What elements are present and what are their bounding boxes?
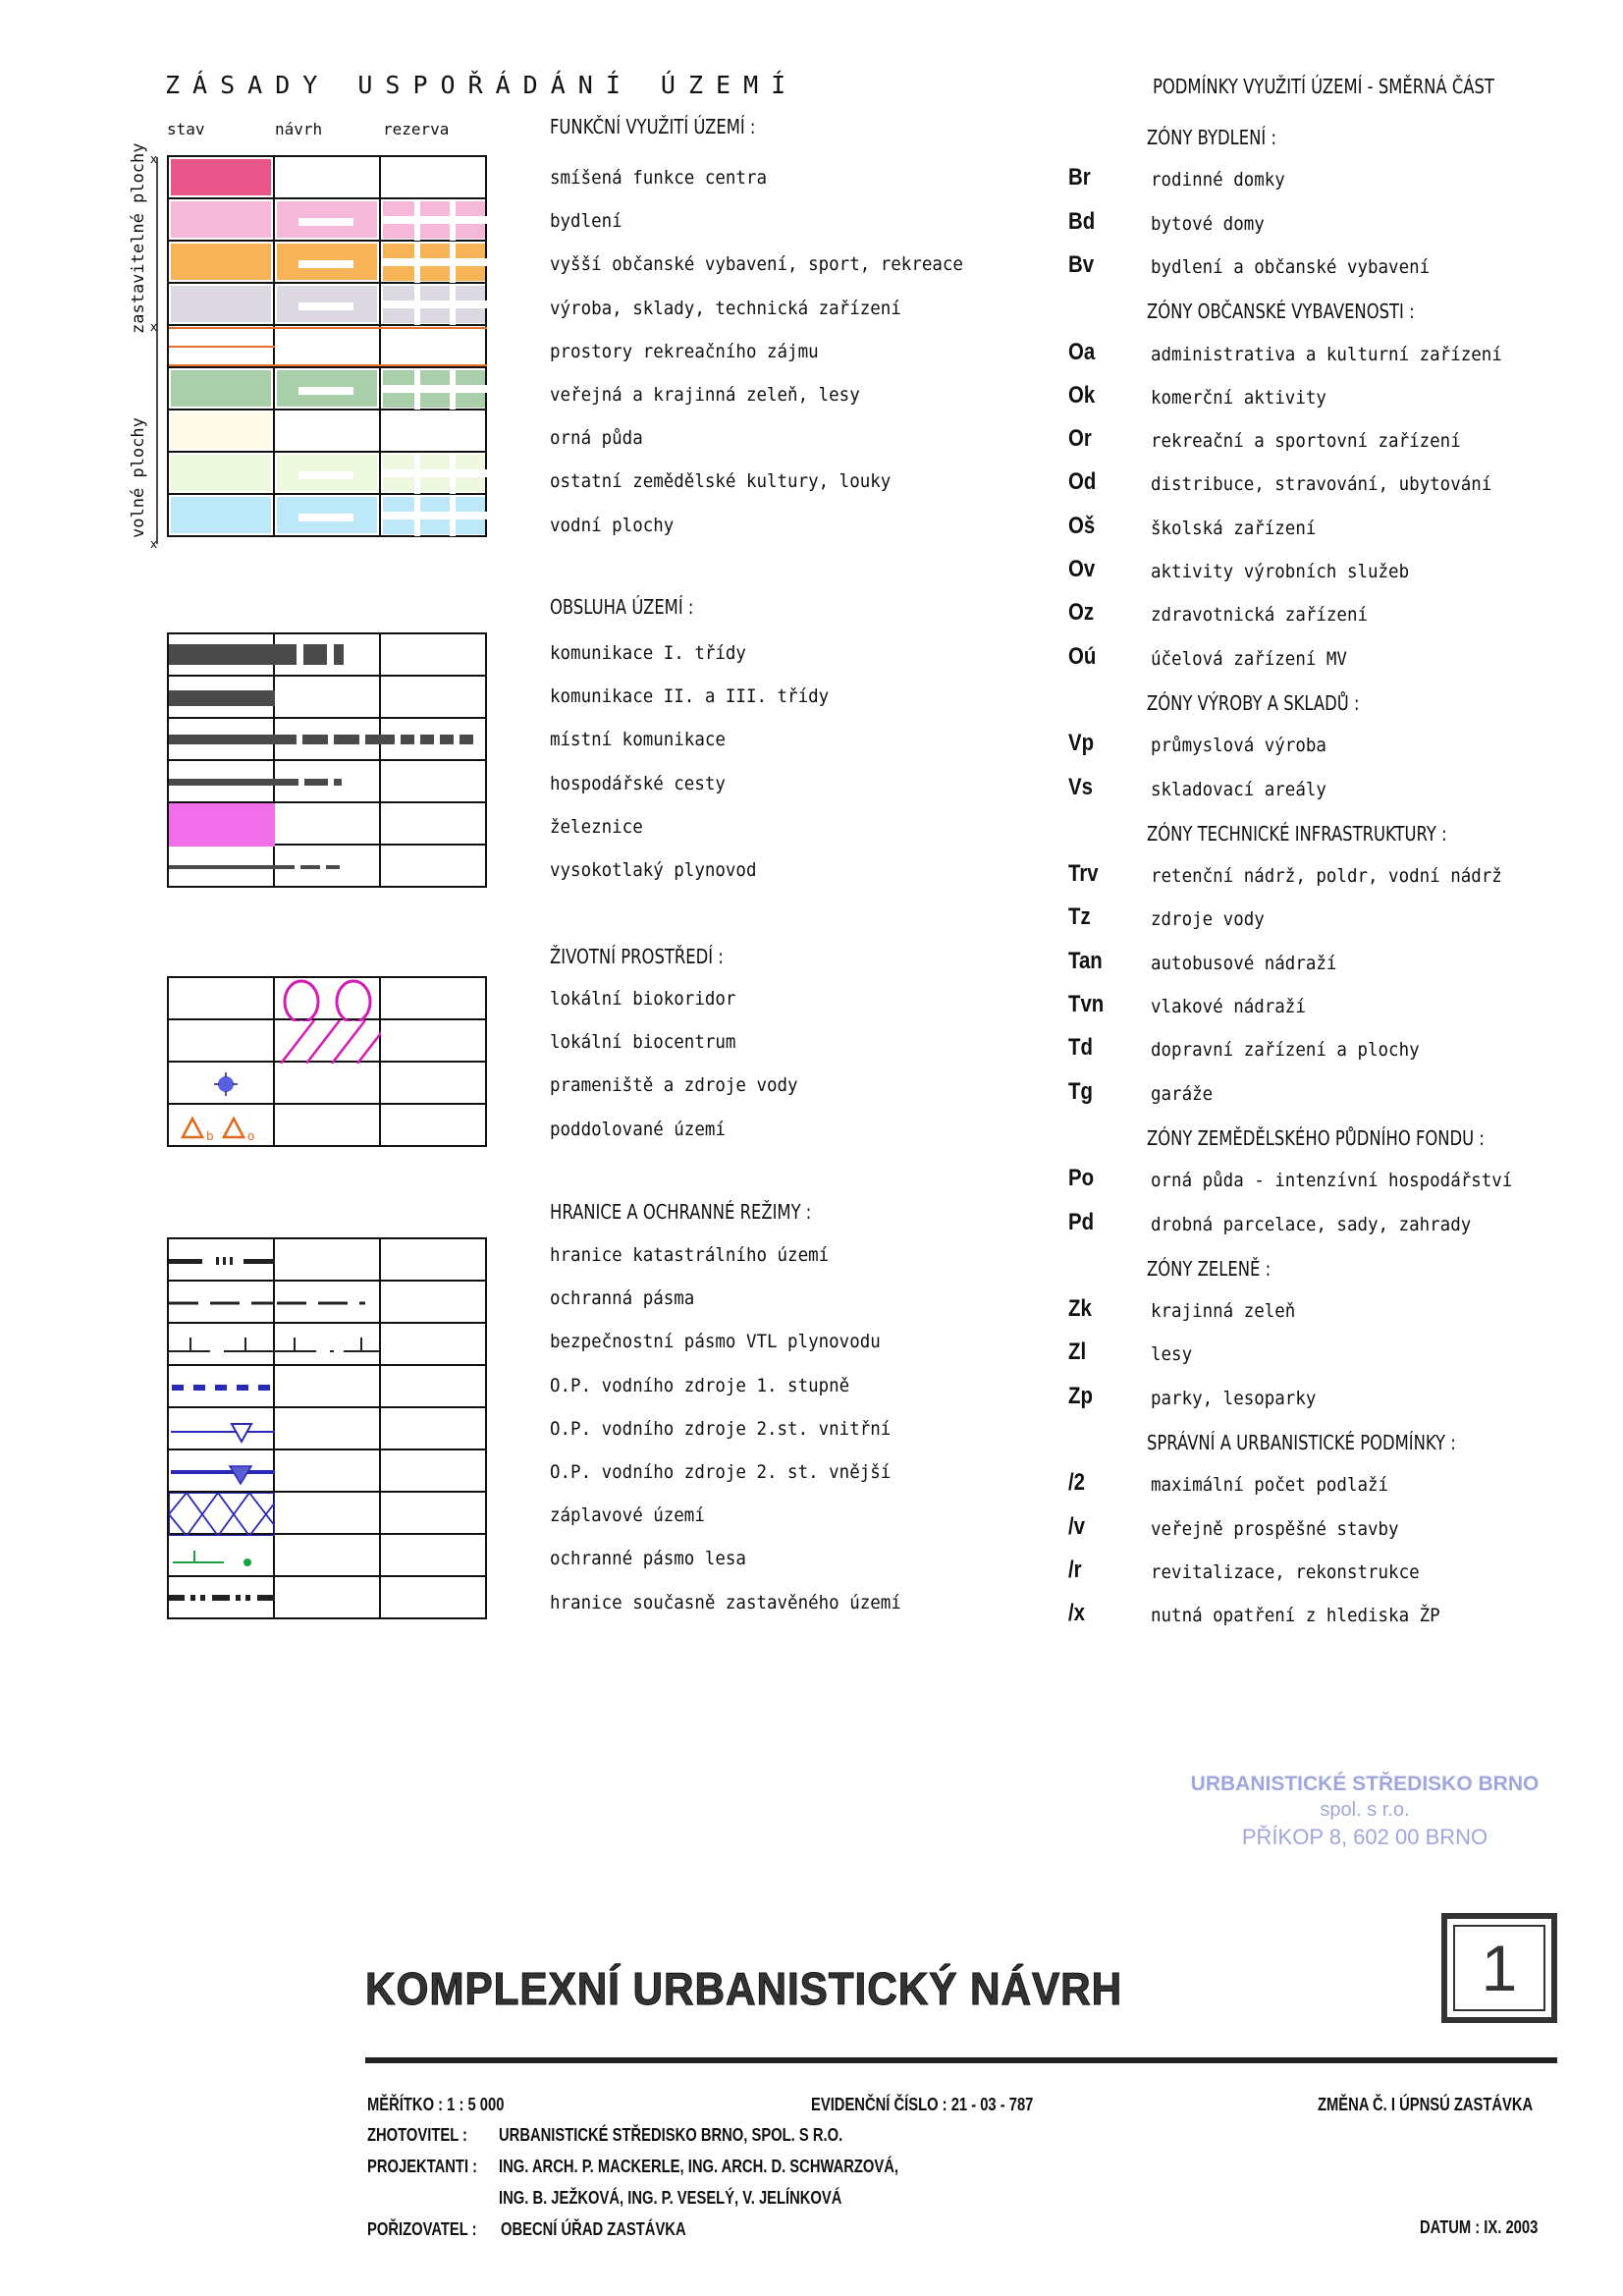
zone-description: retenční nádrž, poldr, vodní nádrž — [1151, 865, 1502, 888]
navrh-cell — [274, 1534, 380, 1576]
functional-use-label: veřejná a krajinná zeleň, lesy — [550, 384, 860, 406]
zone-group-heading: ZÓNY VÝROBY A SKLADŮ : — [1147, 690, 1360, 715]
navrh-cell — [274, 1281, 380, 1323]
navrh-cell — [274, 1449, 380, 1492]
navrh-cell — [274, 367, 380, 410]
recreation-line-symbol — [381, 326, 487, 367]
functional-use-row — [168, 410, 486, 452]
boundaries-label: O.P. vodního zdroje 2.st. vnitřní — [550, 1417, 892, 1440]
company-stamp — [1183, 1773, 1546, 1850]
functional-use-label: orná půda — [550, 427, 643, 450]
stav-cell — [168, 977, 274, 1019]
navrh-cell — [274, 1407, 380, 1449]
functional-use-row — [168, 198, 486, 241]
navrh-cell — [274, 156, 380, 198]
zone-code: Oš — [1068, 512, 1096, 539]
services-row — [168, 676, 486, 718]
color-swatch — [171, 244, 271, 280]
column-header-stav: stav — [167, 120, 205, 138]
zone-description: rodinné domky — [1151, 169, 1285, 191]
zone-code: Trv — [1068, 860, 1099, 888]
subsidence-symbol — [169, 1105, 275, 1148]
stav-cell — [168, 1323, 274, 1365]
boundary-line-symbol — [169, 1239, 275, 1283]
zone-description: drobná parcelace, sady, zahrady — [1151, 1213, 1472, 1235]
services-row — [168, 802, 486, 845]
zone-description: rekreační a sportovní zařízení — [1151, 430, 1461, 453]
zone-code: Bd — [1068, 207, 1096, 235]
stav-cell — [168, 1407, 274, 1449]
zone-description: parky, lesoparky — [1151, 1387, 1317, 1409]
service-line-symbol — [169, 803, 275, 847]
zone-code: Tg — [1068, 1077, 1093, 1105]
date-info: DATUM : IX. 2003 — [1420, 2217, 1539, 2237]
boundaries-label: záplavové území — [550, 1504, 705, 1527]
rezerva-cell — [380, 1449, 486, 1492]
boundary-line-symbol — [169, 1493, 275, 1536]
boundaries-label: O.P. vodního zdroje 2. st. vnější — [550, 1461, 892, 1483]
navrh-cell — [274, 494, 380, 536]
stav-cell — [168, 367, 274, 410]
zone-description: zdravotnická zařízení — [1151, 604, 1369, 627]
zone-description: autobusové nádraží — [1151, 952, 1337, 974]
color-swatch — [171, 201, 271, 238]
zone-code: Tan — [1068, 947, 1103, 974]
proposal-swatch — [277, 370, 377, 407]
stav-cell — [168, 676, 274, 718]
stav-cell — [168, 452, 274, 494]
environment-row — [168, 977, 486, 1019]
stav-cell — [168, 802, 274, 845]
proposal-marker — [298, 387, 353, 395]
zone-code: /2 — [1068, 1469, 1086, 1497]
navrh-cell — [274, 1365, 380, 1407]
navrh-cell — [274, 760, 380, 802]
zone-group-heading: ZÓNY TECHNICKÉ INFRASTRUKTURY : — [1147, 821, 1447, 846]
boundaries-row — [168, 1449, 486, 1492]
service-line-symbol — [275, 634, 381, 678]
zone-code: Oa — [1068, 338, 1096, 365]
boundary-line-symbol — [275, 1282, 381, 1325]
functional-use-label: smíšená funkce centra — [550, 167, 768, 189]
navrh-cell — [274, 802, 380, 845]
stav-cell — [168, 1534, 274, 1576]
zone-description: veřejně prospěšné stavby — [1151, 1517, 1399, 1540]
proposal-marker — [298, 302, 353, 310]
reserve-swatch — [381, 453, 487, 494]
recreation-line-symbol — [275, 326, 381, 367]
svg-text:x: x — [150, 320, 158, 334]
functional-use-row — [168, 156, 486, 198]
service-line-symbol — [275, 846, 381, 889]
stav-cell — [168, 1238, 274, 1281]
stav-cell — [168, 241, 274, 283]
rezerva-cell — [380, 452, 486, 494]
services-row — [168, 760, 486, 802]
navrh-cell — [274, 845, 380, 887]
color-swatch — [171, 286, 271, 322]
navrh-cell — [274, 1323, 380, 1365]
section-heading-boundaries: HRANICE A OCHRANNÉ REŽIMY : — [550, 1200, 812, 1224]
rezerva-cell — [380, 676, 486, 718]
zone-description: nutná opatření z hlediska ŽP — [1151, 1605, 1440, 1627]
boundary-line-symbol — [169, 1450, 275, 1494]
boundary-line-symbol — [275, 1324, 381, 1367]
boundary-line-symbol — [169, 1366, 275, 1409]
navrh-cell — [274, 1576, 380, 1618]
rezerva-cell — [380, 156, 486, 198]
functional-use-label: prostory rekreačního zájmu — [550, 340, 819, 362]
proposal-marker — [298, 471, 353, 479]
environment-label: prameniště a zdroje vody — [550, 1074, 798, 1097]
conditions-title: PODMÍNKY VYUŽITÍ ÚZEMÍ - SMĚRNÁ ČÁST — [1153, 75, 1494, 98]
proposal-swatch — [277, 286, 377, 322]
navrh-cell — [274, 241, 380, 283]
zone-code: Po — [1068, 1165, 1095, 1192]
record-number: EVIDENČNÍ ČÍSLO : 21 - 03 - 787 — [811, 2095, 1034, 2114]
stav-cell — [168, 325, 274, 367]
functional-use-legend-table — [167, 155, 487, 537]
environment-row — [168, 1062, 486, 1104]
zone-description: vlakové nádraží — [1151, 996, 1306, 1017]
subsidence-letter-b: b — [206, 1129, 214, 1143]
rezerva-cell — [380, 198, 486, 241]
functional-use-row — [168, 241, 486, 283]
rezerva-cell — [380, 410, 486, 452]
designers-line-2: ING. B. JEŽKOVÁ, ING. P. VESELÝ, V. JELÍNKOVÁ — [499, 2188, 842, 2208]
zone-description: bydlení a občanské vybavení — [1151, 255, 1431, 278]
zone-group-heading: ZÓNY BYDLENÍ : — [1147, 126, 1276, 149]
rezerva-cell — [380, 1576, 486, 1618]
proposal-swatch — [277, 201, 377, 238]
reserve-swatch — [381, 199, 487, 241]
zone-description: revitalizace, rekonstrukce — [1151, 1560, 1420, 1583]
boundaries-legend-table — [167, 1237, 487, 1619]
navrh-cell — [274, 1104, 380, 1146]
spring-symbol — [169, 1063, 275, 1106]
stav-cell — [168, 1062, 274, 1104]
boundaries-label: hranice současně zastavěného území — [550, 1591, 901, 1613]
zone-code: Or — [1068, 425, 1092, 453]
rezerva-cell — [380, 977, 486, 1019]
proposal-swatch — [277, 497, 377, 533]
rezerva-cell — [380, 1534, 486, 1576]
navrh-cell — [274, 1062, 380, 1104]
subsidence-letter-o: o — [247, 1129, 255, 1143]
zone-code: Oz — [1068, 599, 1095, 627]
zone-description: aktivity výrobních služeb — [1151, 561, 1410, 582]
service-line-symbol — [275, 719, 381, 762]
rezerva-cell — [380, 241, 486, 283]
environment-label: lokální biokoridor — [550, 988, 736, 1010]
zone-description: školská zařízení — [1151, 517, 1317, 539]
designers-label: PROJEKTANTI : — [367, 2157, 478, 2176]
boundaries-row — [168, 1281, 486, 1323]
navrh-cell — [274, 325, 380, 367]
contractor-label: ZHOTOVITEL : — [367, 2125, 467, 2145]
stav-cell — [168, 156, 274, 198]
services-label: vysokotlaký plynovod — [550, 859, 757, 881]
zone-group-heading: ZÓNY ZEMĚDĚLSKÉHO PŮDNÍHO FONDU : — [1147, 1125, 1485, 1150]
rezerva-cell — [380, 1492, 486, 1534]
services-row — [168, 718, 486, 760]
color-swatch — [171, 159, 271, 195]
rezerva-cell — [380, 760, 486, 802]
boundaries-label: ochranná pásma — [550, 1287, 695, 1310]
environment-row — [168, 1104, 486, 1146]
services-label: železnice — [550, 815, 643, 838]
stav-cell — [168, 760, 274, 802]
zone-description: lesy — [1151, 1343, 1193, 1366]
stav-cell — [168, 633, 274, 676]
functional-use-label: vyšší občanské vybavení, sport, rekreace — [550, 253, 963, 276]
legend-title: ZÁSADY USPOŘÁDÁNÍ ÚZEMÍ — [165, 71, 799, 99]
boundary-line-symbol — [169, 1535, 275, 1578]
environment-label: lokální biocentrum — [550, 1031, 736, 1054]
rezerva-cell — [380, 494, 486, 536]
functional-use-row — [168, 367, 486, 410]
functional-use-row — [168, 325, 486, 367]
navrh-cell — [274, 452, 380, 494]
zone-code: Vs — [1068, 773, 1093, 800]
rezerva-cell — [380, 802, 486, 845]
boundaries-label: O.P. vodního zdroje 1. stupně — [550, 1374, 850, 1396]
zone-code: Zk — [1068, 1295, 1092, 1323]
stav-cell — [168, 410, 274, 452]
services-row — [168, 845, 486, 887]
stav-cell — [168, 718, 274, 760]
navrh-cell — [274, 198, 380, 241]
services-row — [168, 633, 486, 676]
zone-description: garáže — [1151, 1082, 1214, 1105]
services-legend-table — [167, 632, 487, 888]
reserve-swatch — [381, 495, 487, 536]
drawing-title: KOMPLEXNÍ URBANISTICKÝ NÁVRH — [365, 1963, 1123, 2014]
stav-cell — [168, 1576, 274, 1618]
zone-code: Td — [1068, 1034, 1093, 1062]
svg-text:x: x — [150, 153, 158, 166]
stav-cell — [168, 198, 274, 241]
biocentre-hatch-symbol — [275, 1020, 381, 1064]
functional-use-row — [168, 494, 486, 536]
proposal-marker — [298, 514, 353, 521]
zone-code: Bv — [1068, 250, 1095, 278]
proposal-swatch — [277, 455, 377, 491]
environment-label: poddolované území — [550, 1118, 726, 1140]
column-header-rezerva: rezerva — [383, 120, 450, 138]
navrh-cell — [274, 1019, 380, 1062]
side-bracket — [147, 153, 167, 548]
boundary-line-symbol — [169, 1577, 275, 1620]
rezerva-cell — [380, 1407, 486, 1449]
rezerva-cell — [380, 325, 486, 367]
navrh-cell — [274, 283, 380, 325]
rezerva-cell — [380, 1281, 486, 1323]
functional-use-row — [168, 283, 486, 325]
rezerva-cell — [380, 845, 486, 887]
boundaries-row — [168, 1534, 486, 1576]
zone-description: distribuce, stravování, ubytování — [1151, 473, 1492, 496]
rezerva-cell — [380, 1104, 486, 1146]
boundaries-label: bezpečnostní pásmo VTL plynovodu — [550, 1331, 881, 1353]
zone-description: krajinná zeleň — [1151, 1300, 1296, 1323]
services-label: komunikace I. třídy — [550, 642, 746, 664]
boundaries-row — [168, 1576, 486, 1618]
functional-use-label: bydlení — [550, 210, 622, 233]
stamp-line-1: URBANISTICKÉ STŘEDISKO BRNO — [1190, 1773, 1540, 1795]
svg-text:x: x — [150, 537, 158, 548]
zone-description: bytové domy — [1151, 212, 1265, 235]
service-line-symbol — [169, 761, 275, 804]
navrh-cell — [274, 718, 380, 760]
service-line-symbol — [169, 634, 275, 678]
zone-code: Ov — [1068, 556, 1096, 582]
contractor-value: URBANISTICKÉ STŘEDISKO BRNO, SPOL. S R.O. — [499, 2125, 843, 2145]
side-label-built: zastavitelné plochy — [129, 142, 148, 334]
functional-use-label: ostatní zemědělské kultury, louky — [550, 470, 892, 493]
zone-code: Zl — [1068, 1339, 1087, 1366]
zone-description: orná půda - intenzívní hospodářství — [1151, 1170, 1513, 1192]
zone-code: Oú — [1068, 642, 1097, 670]
boundaries-label: ochranné pásmo lesa — [550, 1548, 746, 1570]
zone-code: Zp — [1068, 1382, 1093, 1409]
rezerva-cell — [380, 1238, 486, 1281]
stamp-line-2: spol. s r.o. — [1320, 1799, 1410, 1821]
zone-description: zdroje vody — [1151, 908, 1265, 931]
rezerva-cell — [380, 1323, 486, 1365]
boundary-line-symbol — [169, 1282, 275, 1325]
stav-cell — [168, 845, 274, 887]
service-line-symbol — [169, 846, 275, 889]
zone-description: dopravní zařízení a plochy — [1151, 1039, 1420, 1062]
zone-group-heading: SPRÁVNÍ A URBANISTICKÉ PODMÍNKY : — [1147, 1431, 1456, 1454]
services-label: hospodářské cesty — [550, 772, 726, 794]
rezerva-cell — [380, 283, 486, 325]
reserve-swatch — [381, 242, 487, 283]
service-line-symbol — [169, 677, 275, 720]
boundaries-row — [168, 1238, 486, 1281]
section-heading-services: OBSLUHA ÚZEMÍ : — [550, 595, 694, 619]
rezerva-cell — [380, 367, 486, 410]
zone-code: /r — [1068, 1556, 1082, 1583]
boundaries-row — [168, 1323, 486, 1365]
stav-cell — [168, 1449, 274, 1492]
change-info: ZMĚNA Č. I ÚPNSÚ ZASTÁVKA — [1318, 2095, 1534, 2114]
designers-line-1: ING. ARCH. P. MACKERLE, ING. ARCH. D. SCHWARZOVÁ, — [499, 2157, 899, 2176]
sheet-number-box — [1441, 1913, 1557, 2023]
zone-description: průmyslová výroba — [1151, 735, 1326, 757]
side-label-free: volné plochy — [129, 417, 148, 538]
procurer-value: OBECNÍ ÚŘAD ZASTÁVKA — [501, 2219, 686, 2239]
navrh-cell — [274, 1238, 380, 1281]
service-line-symbol — [275, 761, 381, 804]
color-swatch — [171, 370, 271, 407]
stav-cell — [168, 283, 274, 325]
reserve-swatch — [381, 368, 487, 410]
zone-group-heading: ZÓNY OBČANSKÉ VYBAVENOSTI : — [1147, 300, 1415, 324]
rezerva-cell — [380, 718, 486, 760]
environment-legend-table — [167, 976, 487, 1147]
rezerva-cell — [380, 1062, 486, 1104]
navrh-cell — [274, 676, 380, 718]
color-swatch — [171, 412, 271, 449]
service-line-symbol — [169, 719, 275, 762]
functional-use-label: výroba, sklady, technická zařízení — [550, 297, 901, 319]
zone-code: /v — [1068, 1512, 1086, 1540]
navrh-cell — [274, 977, 380, 1019]
stav-cell — [168, 1104, 274, 1146]
color-swatch — [171, 497, 271, 533]
zone-description: skladovací areály — [1151, 778, 1326, 800]
proposal-marker — [298, 260, 353, 268]
boundaries-row — [168, 1365, 486, 1407]
procurer-label: POŘIZOVATEL : — [367, 2219, 477, 2239]
services-label: místní komunikace — [550, 729, 726, 751]
stav-cell — [168, 1019, 274, 1062]
boundaries-row — [168, 1492, 486, 1534]
section-heading-environment: ŽIVOTNÍ PROSTŘEDÍ : — [550, 945, 724, 968]
zone-description: komerční aktivity — [1151, 386, 1326, 409]
environment-row — [168, 1019, 486, 1062]
proposal-swatch — [277, 244, 377, 280]
rezerva-cell — [380, 1365, 486, 1407]
services-label: komunikace II. a III. třídy — [550, 685, 830, 708]
zone-code: Od — [1068, 468, 1097, 496]
zone-code: Ok — [1068, 381, 1096, 409]
sheet-number: 1 — [1453, 1925, 1545, 2011]
zone-code: Br — [1068, 164, 1091, 191]
stav-cell — [168, 494, 274, 536]
zone-code: /x — [1068, 1600, 1086, 1627]
rezerva-cell — [380, 633, 486, 676]
stav-cell — [168, 1492, 274, 1534]
zone-code: Tz — [1068, 903, 1091, 931]
title-divider — [365, 2057, 1557, 2063]
stamp-line-3: PŘÍKOP 8, 602 00 BRNO — [1241, 1825, 1488, 1849]
service-line-symbol — [381, 719, 487, 762]
zone-group-heading: ZÓNY ZELENĚ : — [1147, 1256, 1271, 1281]
navrh-cell — [274, 633, 380, 676]
functional-use-label: vodní plochy — [550, 514, 675, 536]
proposal-marker — [298, 218, 353, 226]
navrh-cell — [274, 1492, 380, 1534]
boundary-line-symbol — [169, 1324, 275, 1367]
zone-code: Pd — [1068, 1208, 1095, 1235]
boundaries-label: hranice katastrálního území — [550, 1244, 830, 1266]
zone-description: administrativa a kulturní zařízení — [1151, 343, 1502, 365]
stav-cell — [168, 1281, 274, 1323]
recreation-line-symbol — [169, 326, 275, 367]
boundary-line-symbol — [169, 1408, 275, 1451]
biocorridor-symbol — [275, 978, 381, 1021]
boundaries-row — [168, 1407, 486, 1449]
zone-code: Tvn — [1068, 991, 1105, 1017]
zone-code: Vp — [1068, 730, 1095, 757]
scale-info: MĚŘÍTKO : 1 : 5 000 — [367, 2095, 505, 2114]
navrh-cell — [274, 410, 380, 452]
section-heading-functional-use: FUNKČNÍ VYUŽITÍ ÚZEMÍ : — [550, 115, 756, 138]
reserve-swatch — [381, 284, 487, 325]
rezerva-cell — [380, 1019, 486, 1062]
functional-use-row — [168, 452, 486, 494]
color-swatch — [171, 455, 271, 491]
zone-description: maximální počet podlaží — [1151, 1474, 1389, 1497]
column-header-navrh: návrh — [275, 120, 323, 138]
zone-description: účelová zařízení MV — [1151, 647, 1347, 670]
stav-cell — [168, 1365, 274, 1407]
